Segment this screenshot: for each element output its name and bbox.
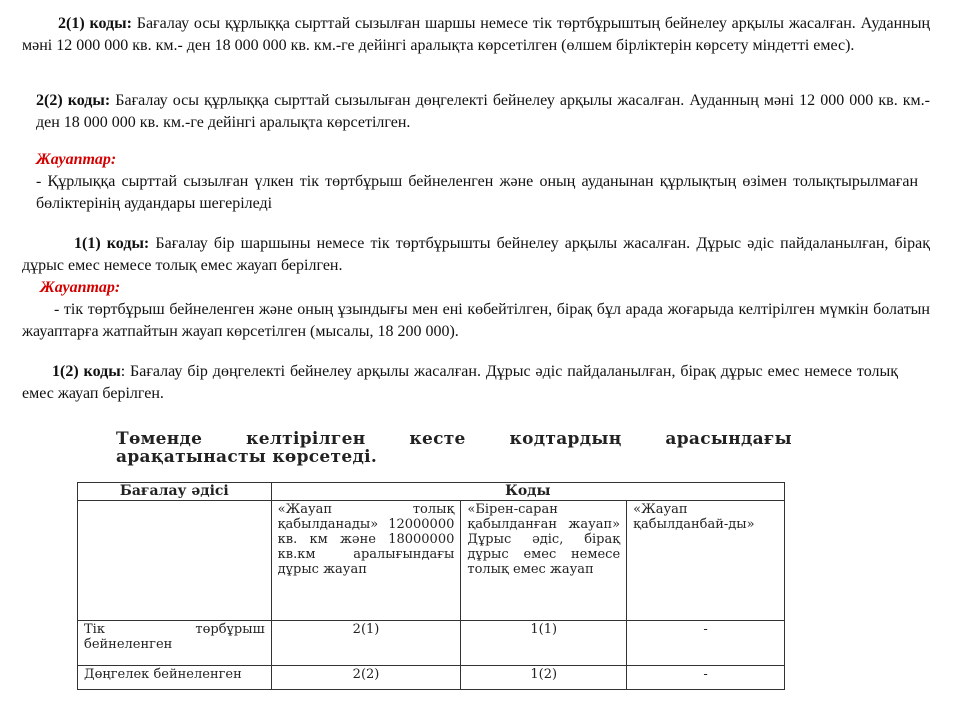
paragraph-code-1-1 — [22, 233, 930, 277]
code-label: 1(1) коды: — [74, 235, 150, 252]
row-none-code: - — [627, 665, 785, 689]
paragraph-text: Бағалау осы құрлыққа сырттай сызылған шаршы немесе тік төртбұрыштың бейнелеу арқылы жасалған. Ауданның мәні 12 000 000 кв. км.- ден 18 000 000 кв. км.-ге дейінгі аралықта көрсетілген (өлшем бірліктерін көрсету міндетті емес). — [22, 15, 930, 54]
empty-cell — [78, 501, 272, 621]
col-partial-acceptance: «Бірен-саран қабылданған жауап» Дұрыс әдіс, бірақ дұрыс емес немесе толық емес жауап — [461, 501, 627, 621]
row-partial-code: 1(2) — [461, 665, 627, 689]
header-codes: Коды — [271, 483, 784, 501]
paragraph-code-2-2 — [36, 90, 930, 134]
answers-text: - Құрлыққа сырттай сызылған үлкен тік төртбұрыш бейнеленген және оның ауданынан құрлықтың өзімен толықтырылмаған бөліктерінің аудандары шегеріледі — [36, 173, 918, 212]
row-none-code: - — [627, 621, 785, 666]
code-label: 1(2) коды — [52, 363, 121, 380]
paragraph-text: Бағалау бір шаршыны немесе тік төртбұрышты бейнелеу арқылы жасалған. Дұрыс әдіс пайдаланылған, бірақ дұрыс емес немесе толық емес жауап берілген. — [22, 235, 930, 274]
row-method: Тік төрбұрыш бейнеленген — [78, 621, 272, 666]
table-row — [78, 665, 785, 689]
answers-text: - тік төртбұрыш бейнеленген және оның ұзындығы мен ені көбейтілген, бірақ бұл арада жоғарыда келтірілген мүмкін болатын жауаптарға жатпайтын жауап көрсетілген (мысалы, 18 200 000). — [22, 301, 930, 340]
answers-label: Жауаптар: — [40, 279, 121, 296]
answers-block-2 — [22, 277, 930, 343]
paragraph-code-2-1 — [22, 13, 930, 57]
code-label: 2(2) коды: — [36, 92, 111, 109]
paragraph-code-1-2 — [22, 361, 898, 405]
col-full-acceptance: «Жауап толық қабылданады» 12000000 кв. км және 18000000 кв.км аралығындағы дұрыс жауап — [271, 501, 461, 621]
row-full-code: 2(2) — [271, 665, 461, 689]
row-method: Дөңгелек бейнеленген — [78, 665, 272, 689]
codes-table — [77, 482, 785, 690]
paragraph-text: Бағалау осы құрлыққа сырттай сызылыған дөңгелекті бейнелеу арқылы жасалған. Ауданның мәні 12 000 000 кв. км.-ден 18 000 000 кв. км.-ге дейінгі аралықта көрсетілген. — [36, 92, 930, 131]
answers-block-1 — [36, 149, 918, 215]
col-no-acceptance: «Жауап қабылданбай-ды» — [627, 501, 785, 621]
row-partial-code: 1(1) — [461, 621, 627, 666]
table-row — [78, 621, 785, 666]
code-label: 2(1) коды: — [58, 15, 132, 32]
header-method: Бағалау әдісі — [78, 483, 272, 501]
table-header-row — [78, 483, 785, 501]
paragraph-text: : Бағалау бір дөңгелекті бейнелеу арқылы жасалған. Дұрыс әдіс пайдаланылған, бірақ дұрыс емес немесе толық емес жауап берілген. — [22, 363, 899, 402]
table-caption: Төменде келтірілген кесте кодтардың арасындағы арақатынасты көрсетеді. — [116, 429, 792, 467]
answers-label: Жауаптар: — [36, 151, 117, 168]
table-subheader-row — [78, 501, 785, 621]
row-full-code: 2(1) — [271, 621, 461, 666]
